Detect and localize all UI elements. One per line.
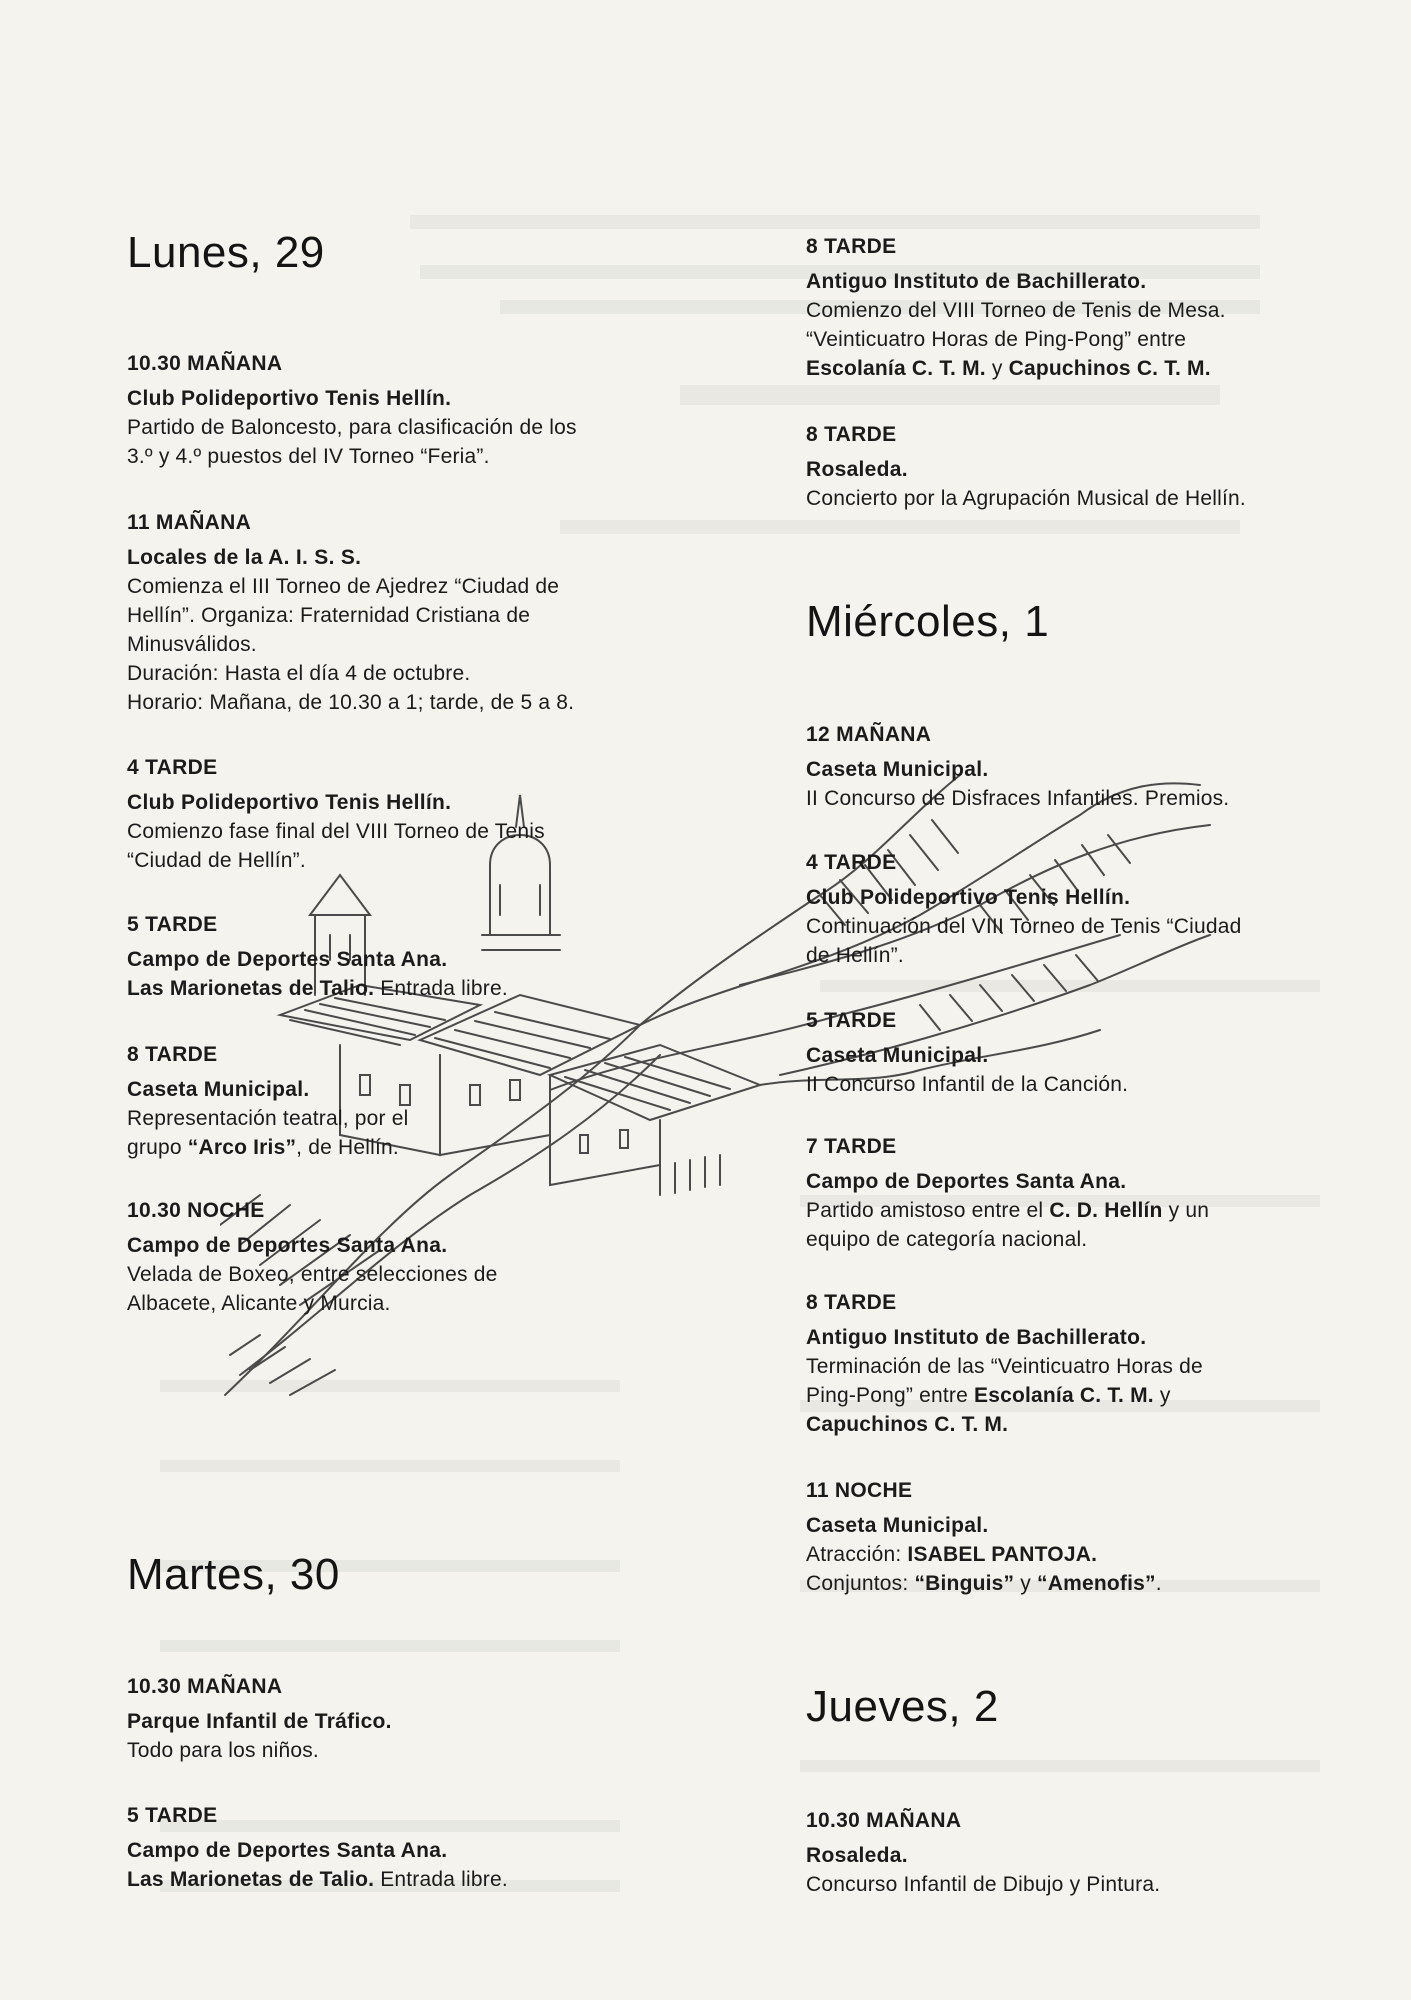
event-desc-emphasis: Escolanía C. T. M. [806, 357, 986, 380]
event-desc-line [127, 413, 687, 442]
event-place: Parque Infantil de Tráfico. [127, 1710, 392, 1733]
event-desc-line [127, 1736, 687, 1765]
event-sun-8tarde-rosaleda [806, 420, 1346, 513]
event-desc-text: Continuación del VIII Torneo de Tenis “Ciudad [806, 915, 1242, 938]
event-desc-line [806, 325, 1346, 354]
event-desc-text: II Concurso de Disfraces Infantiles. Premios. [806, 787, 1230, 810]
event-desc-text: Partido de Baloncesto, para clasificación de los [127, 416, 577, 439]
day-heading-monday: Lunes, 29 [127, 228, 325, 277]
event-desc-text: Entrada libre. [374, 1868, 508, 1891]
event-place: Rosaleda. [806, 458, 908, 481]
event-desc-line [806, 1381, 1346, 1410]
event-desc-emphasis: Escolanía C. T. M. [974, 1384, 1154, 1407]
event-time: 12 MAÑANA [806, 723, 932, 746]
event-desc-emphasis: Las Marionetas de Talio. [127, 1868, 375, 1891]
event-desc-line [806, 1352, 1346, 1381]
event-desc-line [806, 941, 1346, 970]
event-desc-text: Entrada libre. [374, 977, 508, 1000]
event-desc-line [127, 688, 687, 717]
event-place: Caseta Municipal. [806, 1514, 989, 1537]
event-mon-1030noche [127, 1196, 687, 1318]
event-desc-text: y un [1162, 1199, 1210, 1222]
event-place: Caseta Municipal. [806, 758, 989, 781]
event-desc-text: equipo de categoría nacional. [806, 1228, 1088, 1251]
event-desc-emphasis: C. D. Hellín [1049, 1199, 1163, 1222]
event-wed-4tarde [806, 848, 1346, 970]
event-time: 10.30 NOCHE [127, 1199, 265, 1222]
event-desc-emphasis: ISABEL PANTOJA. [907, 1543, 1098, 1566]
event-desc-line [806, 784, 1346, 813]
event-tue-1030 [127, 1672, 687, 1765]
event-desc-text: , de Hellín. [296, 1136, 399, 1159]
event-desc-text: . [1155, 1572, 1162, 1595]
event-place: Campo de Deportes Santa Ana. [127, 948, 448, 971]
event-desc-text: Albacete, Alicante y Murcia. [127, 1292, 391, 1315]
event-time: 5 TARDE [806, 1009, 897, 1032]
event-desc-text: y [985, 357, 1009, 380]
event-time: 11 NOCHE [806, 1479, 913, 1502]
event-mon-11 [127, 508, 687, 717]
event-desc-line [127, 1133, 687, 1162]
event-time: 11 MAÑANA [127, 511, 252, 534]
event-desc-emphasis: “Amenofis” [1037, 1572, 1156, 1595]
event-place: Club Polideportivo Tenis Hellín. [806, 886, 1131, 909]
event-desc-line [127, 1104, 687, 1133]
day-heading-tuesday: Martes, 30 [127, 1550, 340, 1599]
event-desc-text: Horario: Mañana, de 10.30 a 1; tarde, de 5 a 8. [127, 691, 575, 714]
event-desc-line [806, 1070, 1346, 1099]
event-desc-line [806, 354, 1346, 383]
event-desc-line [127, 974, 687, 1003]
event-desc-line [127, 659, 687, 688]
event-desc-emphasis: “Arco Iris” [187, 1136, 297, 1159]
event-time: 8 TARDE [127, 1043, 218, 1066]
event-desc-line [127, 1865, 687, 1894]
event-wed-12 [806, 720, 1346, 813]
event-desc-text: Minusválidos. [127, 633, 257, 656]
event-time: 7 TARDE [806, 1135, 897, 1158]
event-desc-text: Comienzo del VIII Torneo de Tenis de Mesa. [806, 299, 1226, 322]
event-place: Club Polideportivo Tenis Hellín. [127, 387, 452, 410]
event-desc-text: “Ciudad de Hellín”. [127, 849, 306, 872]
event-time: 8 TARDE [806, 423, 897, 446]
event-desc-text: grupo [127, 1136, 188, 1159]
event-desc-line [806, 1196, 1346, 1225]
event-time: 5 TARDE [127, 1804, 218, 1827]
day-heading-wednesday: Miércoles, 1 [806, 597, 1050, 646]
event-desc-text: Comienza el III Torneo de Ajedrez “Ciudad de [127, 575, 560, 598]
event-desc-text: Duración: Hasta el día 4 de octubre. [127, 662, 471, 685]
event-wed-8tarde [806, 1288, 1346, 1439]
event-desc-line [127, 442, 687, 471]
event-desc-text: Ping-Pong” entre [806, 1384, 974, 1407]
event-desc-text: Comienzo fase final del VIII Torneo de Tenis [127, 820, 545, 843]
event-time: 4 TARDE [127, 756, 218, 779]
event-place: Rosaleda. [806, 1844, 908, 1867]
event-desc-text: II Concurso Infantil de la Canción. [806, 1073, 1129, 1096]
event-time: 10.30 MAÑANA [127, 1675, 283, 1698]
event-wed-11noche [806, 1476, 1346, 1598]
event-desc-emphasis: “Binguis” [914, 1572, 1015, 1595]
event-desc-text: Concurso Infantil de Dibujo y Pintura. [806, 1873, 1161, 1896]
event-desc-emphasis: Capuchinos C. T. M. [1008, 357, 1211, 380]
event-desc-line [806, 484, 1346, 513]
event-desc-line [806, 1410, 1346, 1439]
event-mon-1030 [127, 349, 687, 471]
event-place: Caseta Municipal. [127, 1078, 310, 1101]
event-time: 4 TARDE [806, 851, 897, 874]
event-time: 8 TARDE [806, 1291, 897, 1314]
event-desc-line [806, 1540, 1346, 1569]
event-desc-text: Concierto por la Agrupación Musical de Hellín. [806, 487, 1246, 510]
event-desc-emphasis: Capuchinos C. T. M. [806, 1413, 1009, 1436]
event-desc-line [127, 846, 687, 875]
event-desc-line [806, 296, 1346, 325]
event-thu-1030 [806, 1806, 1346, 1899]
event-desc-line [806, 1225, 1346, 1254]
event-desc-line [806, 1569, 1346, 1598]
event-desc-text: Terminación de las “Veinticuatro Horas de [806, 1355, 1203, 1378]
event-place: Antiguo Instituto de Bachillerato. [806, 270, 1147, 293]
event-time: 10.30 MAÑANA [127, 352, 283, 375]
event-desc-text: “Veinticuatro Horas de Ping-Pong” entre [806, 328, 1187, 351]
event-mon-8tarde [127, 1040, 687, 1162]
event-desc-text: de Hellín”. [806, 944, 904, 967]
event-place: Caseta Municipal. [806, 1044, 989, 1067]
event-desc-text: Hellín”. Organiza: Fraternidad Cristiana de [127, 604, 531, 627]
event-time: 5 TARDE [127, 913, 218, 936]
event-place: Campo de Deportes Santa Ana. [127, 1234, 448, 1257]
event-mon-4tarde [127, 753, 687, 875]
event-desc-line [127, 572, 687, 601]
event-desc-line [806, 1870, 1346, 1899]
event-tue-5tarde [127, 1801, 687, 1894]
day-heading-thursday: Jueves, 2 [806, 1682, 999, 1731]
event-desc-emphasis: Las Marionetas de Talio. [127, 977, 375, 1000]
event-place: Antiguo Instituto de Bachillerato. [806, 1326, 1147, 1349]
event-desc-line [127, 1260, 687, 1289]
event-desc-text: Partido amistoso entre el [806, 1199, 1050, 1222]
event-desc-line [127, 601, 687, 630]
event-desc-text: Representación teatral, por el [127, 1107, 409, 1130]
event-place: Club Polideportivo Tenis Hellín. [127, 791, 452, 814]
event-desc-text: 3.º y 4.º puestos del IV Torneo “Feria”. [127, 445, 490, 468]
event-time: 8 TARDE [806, 235, 897, 258]
event-sun-8tarde-instituto [806, 232, 1346, 383]
event-desc-line [127, 630, 687, 659]
event-desc-text: Conjuntos: [806, 1572, 915, 1595]
event-desc-text: Atracción: [806, 1543, 908, 1566]
event-place: Locales de la A. I. S. S. [127, 546, 362, 569]
event-desc-text: y [1014, 1572, 1038, 1595]
event-mon-5tarde [127, 910, 687, 1003]
event-desc-line [806, 912, 1346, 941]
event-wed-5tarde [806, 1006, 1346, 1099]
event-desc-line [127, 1289, 687, 1318]
event-desc-text: Todo para los niños. [127, 1739, 319, 1762]
event-place: Campo de Deportes Santa Ana. [127, 1839, 448, 1862]
event-desc-line [127, 817, 687, 846]
event-time: 10.30 MAÑANA [806, 1809, 962, 1832]
event-desc-text: Velada de Boxeo, entre selecciones de [127, 1263, 498, 1286]
event-place: Campo de Deportes Santa Ana. [806, 1170, 1127, 1193]
event-wed-7tarde [806, 1132, 1346, 1254]
event-desc-text: y [1153, 1384, 1171, 1407]
